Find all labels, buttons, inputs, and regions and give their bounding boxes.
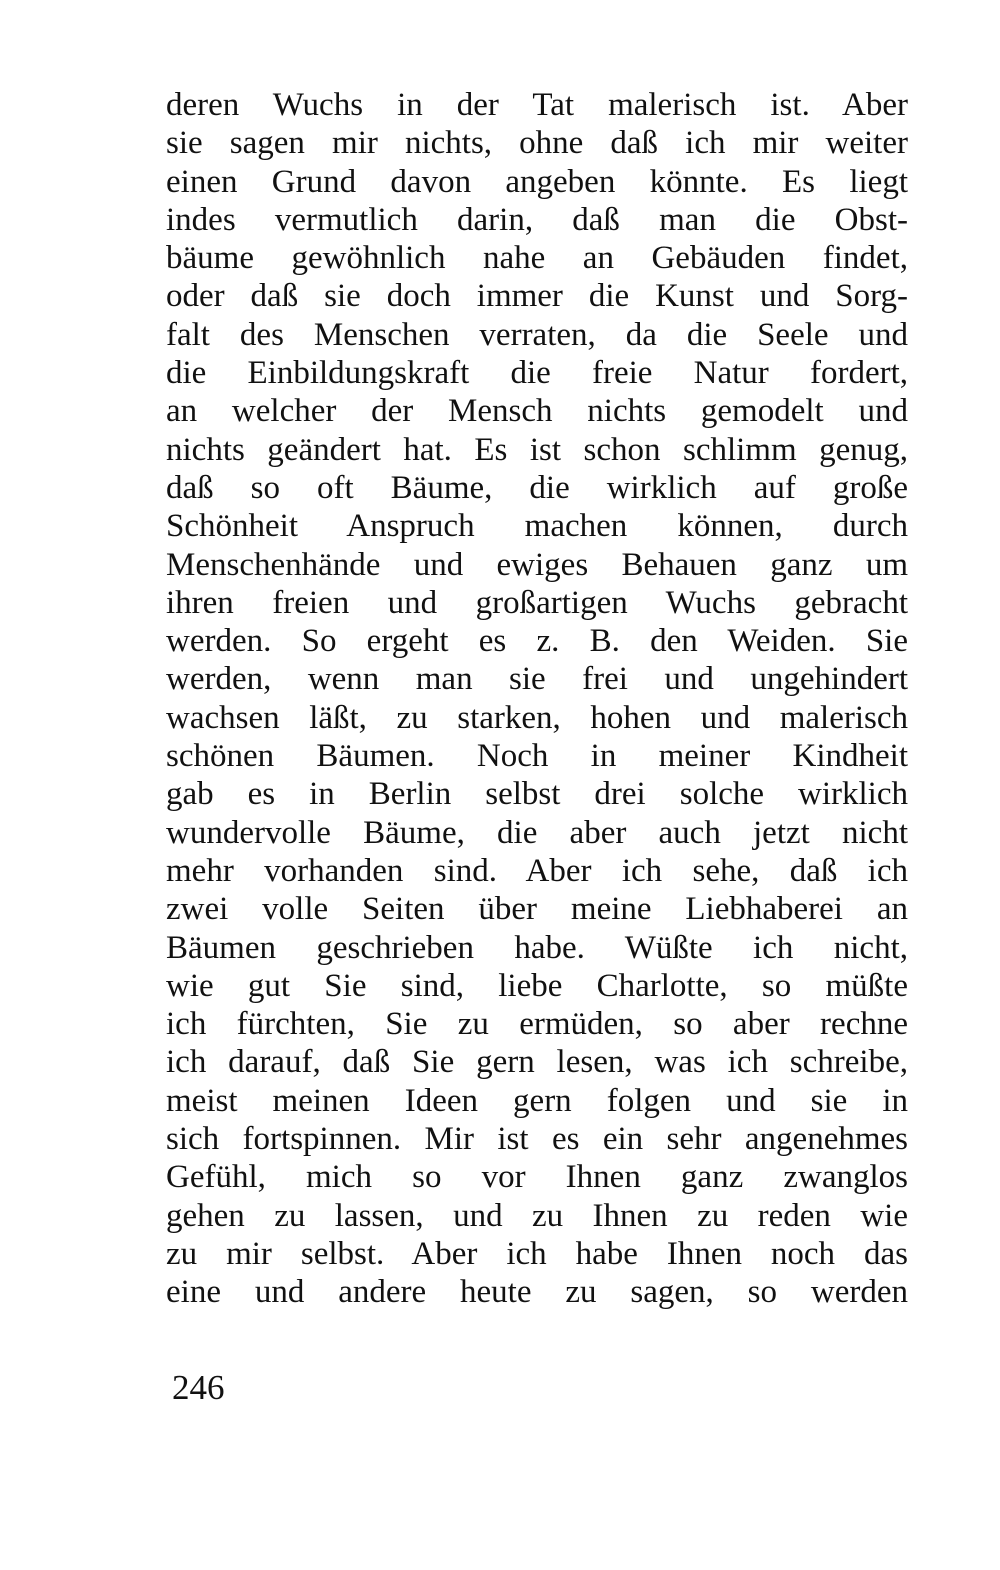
text-line: mehr vorhanden sind. Aber ich sehe, daß ich	[166, 852, 908, 889]
text-line: ich darauf, daß Sie gern lesen, was ich schreibe,	[166, 1044, 908, 1081]
text-line: indes vermutlich darin, daß man die Obst-	[166, 201, 908, 238]
text-line: Bäumen geschrieben habe. Wüßte ich nicht,	[166, 929, 908, 966]
text-line: deren Wuchs in der Tat malerisch ist. Aber	[166, 87, 908, 123]
text-line: zu mir selbst. Aber ich habe Ihnen noch das	[166, 1235, 908, 1272]
text-line: Schönheit Anspruch machen können, durch	[166, 508, 908, 545]
text-line: die Einbildungskraft die freie Natur fordert,	[166, 355, 908, 392]
text-line: ich fürchten, Sie zu ermüden, so aber rechne	[166, 1006, 908, 1043]
text-line: bäume gewöhnlich nahe an Gebäuden findet,	[166, 240, 908, 277]
text-line: schönen Bäumen. Noch in meiner Kindheit	[166, 738, 908, 775]
text-line: oder daß sie doch immer die Kunst und Sorg-	[166, 278, 908, 315]
text-line: falt des Menschen verraten, da die Seele und	[166, 316, 908, 353]
text-line: gehen zu lassen, und zu Ihnen zu reden wie	[166, 1197, 908, 1234]
page-number: 246	[172, 1368, 225, 1407]
text-line: sich fortspinnen. Mir ist es ein sehr angenehmes	[166, 1121, 908, 1158]
text-line: einen Grund davon angeben könnte. Es liegt	[166, 163, 908, 200]
text-line: an welcher der Mensch nichts gemodelt und	[166, 393, 908, 430]
text-line: meist meinen Ideen gern folgen und sie in	[166, 1082, 908, 1119]
text-line: gab es in Berlin selbst drei solche wirklich	[166, 776, 908, 813]
text-line: Gefühl, mich so vor Ihnen ganz zwanglos	[166, 1159, 908, 1196]
text-line: werden. So ergeht es z. B. den Weiden. Sie	[166, 623, 908, 660]
text-line: nichts geändert hat. Es ist schon schlimm genug,	[166, 431, 908, 468]
text-line: daß so oft Bäume, die wirklich auf große	[166, 469, 908, 506]
text-line: zwei volle Seiten über meine Liebhaberei an	[166, 891, 908, 928]
text-line: wundervolle Bäume, die aber auch jetzt nicht	[166, 814, 908, 851]
text-line: Menschenhände und ewiges Behauen ganz um	[166, 546, 908, 583]
text-line: wachsen läßt, zu starken, hohen und malerisch	[166, 699, 908, 736]
text-line: sie sagen mir nichts, ohne daß ich mir weiter	[166, 125, 908, 162]
text-line: werden, wenn man sie frei und ungehindert	[166, 661, 908, 698]
body-text	[166, 86, 908, 1312]
text-line: ihren freien und großartigen Wuchs gebracht	[166, 584, 908, 621]
text-line: eine und andere heute zu sagen, so werden	[166, 1274, 908, 1311]
text-line: wie gut Sie sind, liebe Charlotte, so müßte	[166, 967, 908, 1004]
